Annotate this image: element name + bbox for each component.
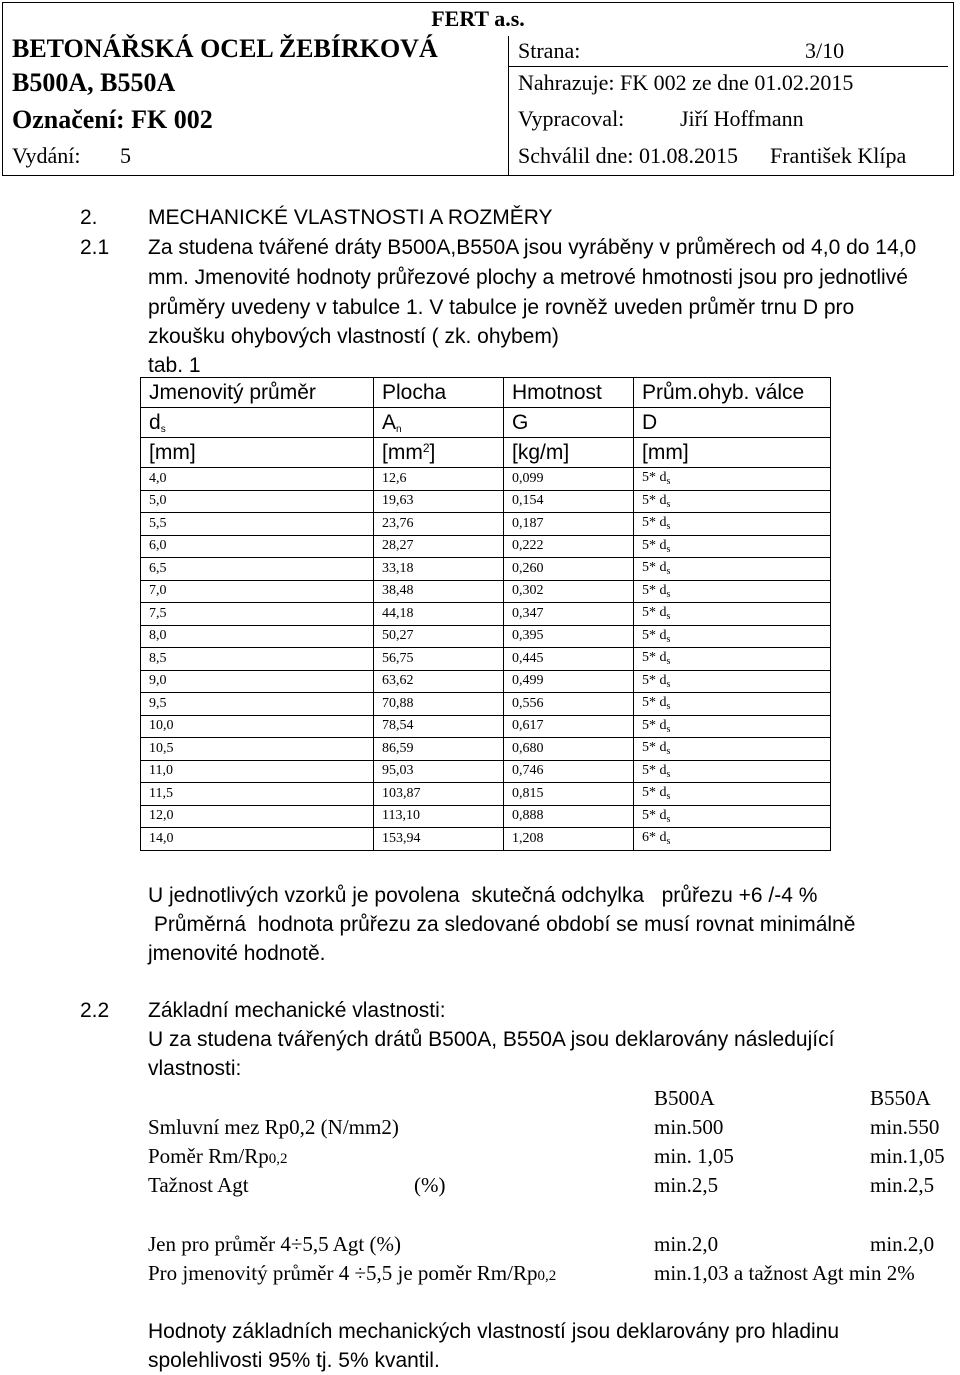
diameter-cell: 7,5 (141, 603, 374, 626)
table-row (141, 490, 831, 513)
mass-cell: 0,499 (504, 670, 634, 693)
mandrel-cell: 5* $d_s$ (634, 558, 831, 581)
mass-cell: 0,222 (504, 535, 634, 558)
table-row (141, 625, 831, 648)
area-cell: 12,6 (374, 468, 504, 491)
diameter-cell: 6,0 (141, 535, 374, 558)
mass-cell: 0,302 (504, 580, 634, 603)
table-row (141, 535, 831, 558)
table-label: tab. 1 (148, 354, 201, 377)
mandrel-cell: 5* $d_s$ (634, 670, 831, 693)
table-unit-row (141, 438, 831, 468)
elongation-b550a: min.2,5 (870, 1173, 935, 1197)
diameter-cell: 8,5 (141, 648, 374, 671)
intro-line: vlastnosti: (148, 1057, 242, 1080)
table-row (141, 760, 831, 783)
area-cell: 56,75 (374, 648, 504, 671)
mandrel-cell: 5* $d_s$ (634, 805, 831, 828)
yield-strength-label: Smluvní mez Rp0,2 (N/mm2) (148, 1115, 399, 1139)
paragraph-line: zkoušku ohybových vlastností ( zk. ohybem) (148, 325, 559, 348)
note-line: U jednotlivých vzorků je povolena skutečná odchylka průřezu +6 /-4 % (148, 884, 818, 907)
mass-cell: 0,347 (504, 603, 634, 626)
mandrel-cell: 5* $d_s$ (634, 625, 831, 648)
symbol-cell: $d_s$ (141, 408, 374, 438)
subsection-number: 2.2 (80, 999, 110, 1022)
elongation-label: Tažnost Agt (148, 1173, 249, 1197)
mandrel-cell: 5* $d_s$ (634, 693, 831, 716)
table-row (141, 603, 831, 626)
area-cell: 103,87 (374, 783, 504, 806)
small-diameter-ratio-label: Pro jmenovitý průměr 4 ÷5,5 je poměr Rm/Rp0,2 (148, 1261, 557, 1285)
table-header-cell: Prům.ohyb. válce (634, 378, 831, 408)
table-row (141, 648, 831, 671)
mandrel-cell: 5* $d_s$ (634, 535, 831, 558)
prepared-value: Jiří Hoffmann (680, 106, 804, 131)
paragraph-line: Za studena tvářené dráty B500A,B550A jsou vyráběny v průměrech od 4,0 do 14,0 (148, 236, 917, 259)
mass-cell: 0,260 (504, 558, 634, 581)
section-number: 2. (80, 206, 98, 229)
yield-strength-b550a: min.550 (870, 1115, 940, 1139)
diameter-cell: 4,0 (141, 468, 374, 491)
diameter-cell: 9,5 (141, 693, 374, 716)
table-row (141, 670, 831, 693)
unit-cell: [mm] (634, 438, 831, 468)
approved-date: Schválil dne: 01.08.2015 (518, 143, 738, 168)
area-cell: 70,88 (374, 693, 504, 716)
mandrel-cell: 5* $d_s$ (634, 513, 831, 536)
table-row (141, 738, 831, 761)
small-diameter-b500a: min.2,0 (654, 1232, 719, 1256)
table-row (141, 513, 831, 536)
area-cell: 113,10 (374, 805, 504, 828)
company-name: FERT a.s. (431, 6, 525, 31)
small-diameter-b550a: min.2,0 (870, 1232, 935, 1256)
diameter-cell: 10,5 (141, 738, 374, 761)
paragraph-line: průměry uvedeny v tabulce 1. V tabulce je rovněž uveden průměr trnu D pro (148, 296, 855, 319)
mass-cell: 0,746 (504, 760, 634, 783)
mandrel-cell: 5* $d_s$ (634, 468, 831, 491)
document-designation: Označení: FK 002 (12, 105, 213, 134)
diameter-cell: 14,0 (141, 828, 374, 851)
area-cell: 153,94 (374, 828, 504, 851)
table-symbol-row (141, 408, 831, 438)
unit-cell: [mm] (141, 438, 374, 468)
small-diameter-ratio-value: min.1,03 a tažnost Agt min 2% (654, 1261, 915, 1285)
diameter-cell: 5,5 (141, 513, 374, 536)
diameter-cell: 12,0 (141, 805, 374, 828)
replaces-text: Nahrazuje: FK 002 ze dne 01.02.2015 (518, 70, 854, 95)
area-cell: 23,76 (374, 513, 504, 536)
elongation-b500a: min.2,5 (654, 1173, 719, 1197)
mass-cell: 0,680 (504, 738, 634, 761)
table-row (141, 558, 831, 581)
column-b500a: B500A (654, 1086, 715, 1110)
mass-cell: 1,208 (504, 828, 634, 851)
closing-line: Hodnoty základních mechanických vlastností jsou deklarovány pro hladinu (148, 1320, 840, 1343)
table-row (141, 468, 831, 491)
issue-value: 5 (120, 143, 131, 168)
area-cell: 86,59 (374, 738, 504, 761)
area-cell: 28,27 (374, 535, 504, 558)
area-cell: 33,18 (374, 558, 504, 581)
table-row (141, 580, 831, 603)
note-line: jmenovité hodnotě. (148, 942, 326, 965)
diameter-cell: 8,0 (141, 625, 374, 648)
closing-line: spolehlivosti 95% tj. 5% kvantil. (148, 1349, 440, 1372)
area-cell: 19,63 (374, 490, 504, 513)
symbol-cell: G (504, 408, 634, 438)
table-row (141, 693, 831, 716)
subsection-title: Základní mechanické vlastnosti: (148, 999, 446, 1022)
diameter-cell: 6,5 (141, 558, 374, 581)
issue-label: Vydání: (12, 143, 81, 168)
diameter-cell: 7,0 (141, 580, 374, 603)
area-cell: 44,18 (374, 603, 504, 626)
mass-cell: 0,815 (504, 783, 634, 806)
document-subtitle: B500A, B550A (12, 68, 176, 97)
diameter-cell: 5,0 (141, 490, 374, 513)
dimensions-table (140, 377, 831, 851)
unit-cell: [kg/m] (504, 438, 634, 468)
paragraph-line: mm. Jmenovité hodnoty průřezové plochy a metrové hmotnosti jsou pro jednotlivé (148, 266, 908, 289)
mass-cell: 0,617 (504, 715, 634, 738)
mass-cell: 0,187 (504, 513, 634, 536)
mass-cell: 0,888 (504, 805, 634, 828)
section-title: MECHANICKÉ VLASTNOSTI A ROZMĚRY (148, 206, 553, 229)
diameter-cell: 10,0 (141, 715, 374, 738)
table-header-cell: Plocha (374, 378, 504, 408)
small-diameter-elongation-label: Jen pro průměr 4÷5,5 Agt (%) (148, 1232, 401, 1256)
mass-cell: 0,154 (504, 490, 634, 513)
mandrel-cell: 5* $d_s$ (634, 760, 831, 783)
table-row (141, 828, 831, 851)
mass-cell: 0,395 (504, 625, 634, 648)
mandrel-cell: 5* $d_s$ (634, 783, 831, 806)
unit-cell: $[mm^2]$ (374, 438, 504, 468)
diameter-cell: 11,0 (141, 760, 374, 783)
ratio-b550a: min.1,05 (870, 1144, 945, 1168)
diameter-cell: 11,5 (141, 783, 374, 806)
table-header-cell: Jmenovitý průměr (141, 378, 374, 408)
table-header-row (141, 378, 831, 408)
area-cell: 63,62 (374, 670, 504, 693)
area-cell: 78,54 (374, 715, 504, 738)
mass-cell: 0,556 (504, 693, 634, 716)
area-cell: 50,27 (374, 625, 504, 648)
mandrel-cell: 5* $d_s$ (634, 738, 831, 761)
symbol-cell: D (634, 408, 831, 438)
diameter-cell: 9,0 (141, 670, 374, 693)
table-row (141, 783, 831, 806)
elongation-unit: (%) (414, 1173, 446, 1197)
approved-by: František Klípa (770, 143, 907, 168)
document-title: BETONÁŘSKÁ OCEL ŽEBÍRKOVÁ (12, 34, 438, 63)
column-b550a: B550A (870, 1086, 931, 1110)
area-cell: 38,48 (374, 580, 504, 603)
ratio-b500a: min. 1,05 (654, 1144, 734, 1168)
mandrel-cell: 6* $d_s$ (634, 828, 831, 851)
subsection-number: 2.1 (80, 236, 110, 259)
table-row (141, 805, 831, 828)
area-cell: 95,03 (374, 760, 504, 783)
mandrel-cell: 5* $d_s$ (634, 490, 831, 513)
mandrel-cell: 5* $d_s$ (634, 603, 831, 626)
page-value: 3/10 (805, 38, 845, 63)
table-row (141, 715, 831, 738)
table-header-cell: Hmotnost (504, 378, 634, 408)
ratio-label: Poměr Rm/Rp0,2 (148, 1144, 288, 1168)
mass-cell: 0,099 (504, 468, 634, 491)
symbol-cell: $A_n$ (374, 408, 504, 438)
mandrel-cell: 5* $d_s$ (634, 715, 831, 738)
intro-line: U za studena tvářených drátů B500A, B550A jsou deklarovány následující (148, 1028, 835, 1051)
mandrel-cell: 5* $d_s$ (634, 580, 831, 603)
yield-strength-b500a: min.500 (654, 1115, 724, 1139)
mass-cell: 0,445 (504, 648, 634, 671)
prepared-label: Vypracoval: (518, 106, 625, 131)
mandrel-cell: 5* $d_s$ (634, 648, 831, 671)
page-label: Strana: (518, 38, 581, 63)
table-body (141, 468, 831, 851)
note-line: Průměrná hodnota průřezu za sledované období se musí rovnat minimálně (148, 913, 856, 936)
